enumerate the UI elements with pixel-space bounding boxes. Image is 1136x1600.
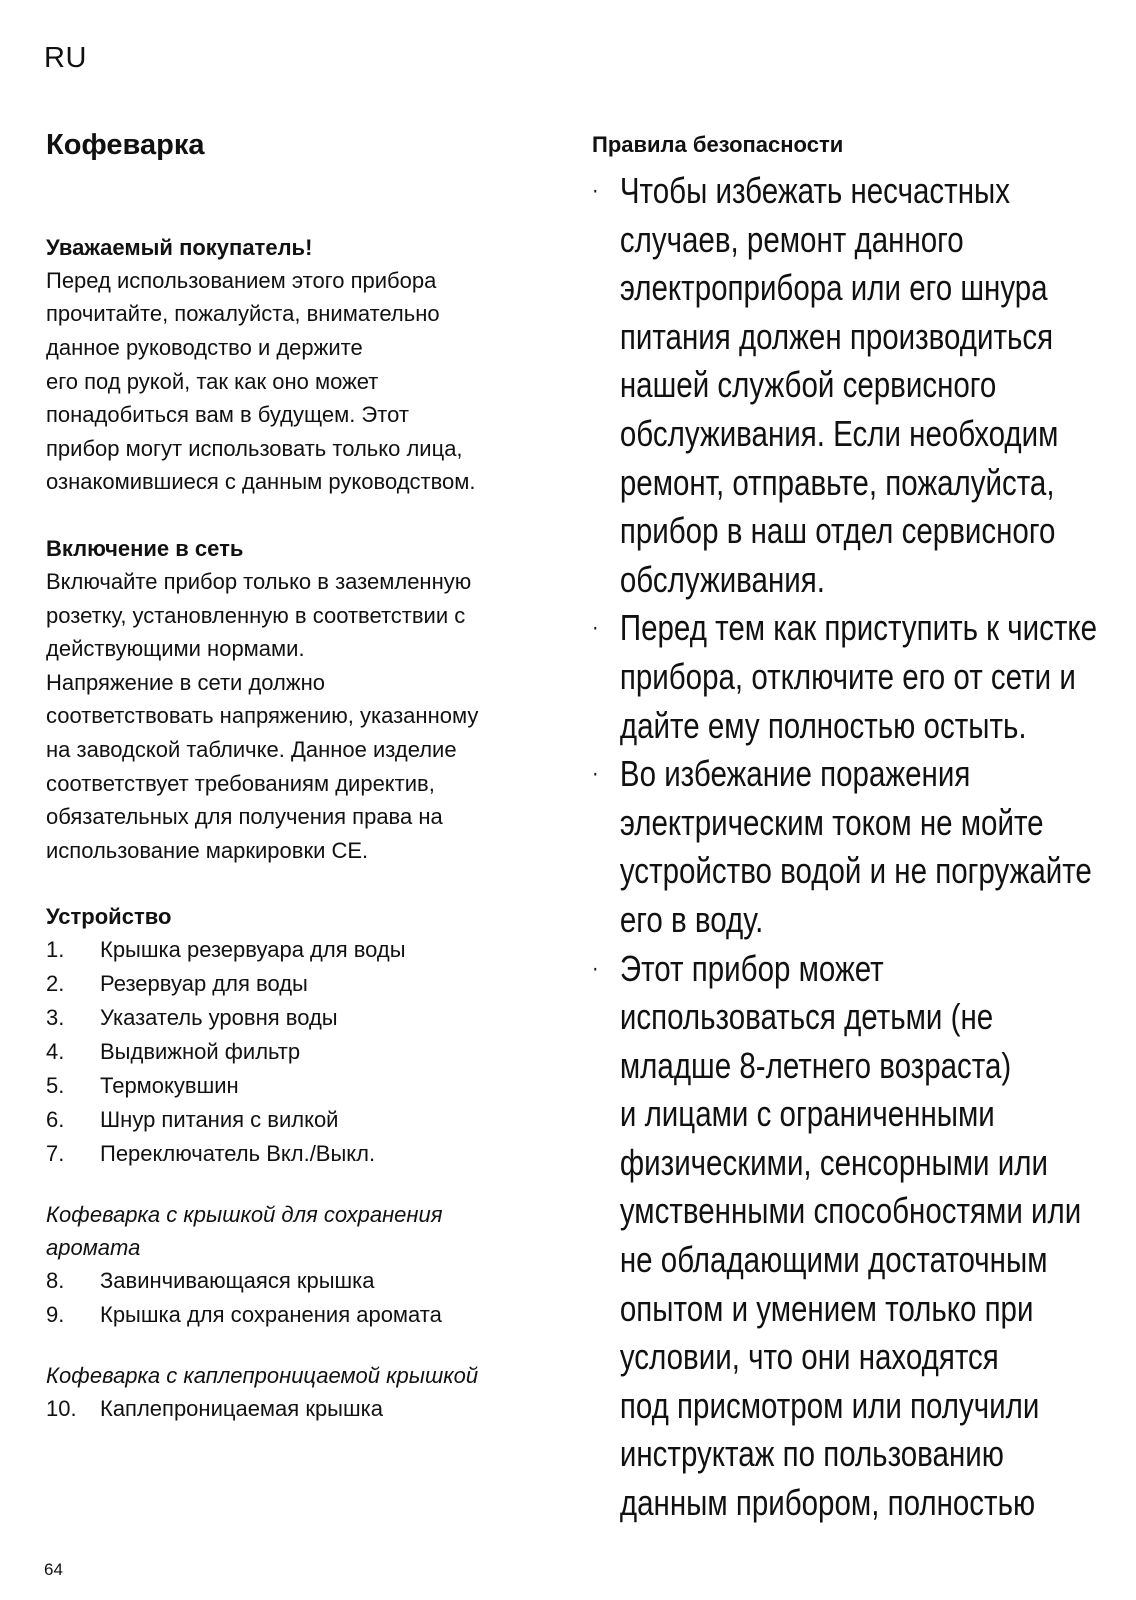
safety-rule <box>592 945 1120 1528</box>
power-text: Включайте прибор только в заземленную розетку, установленную в соответствии с действующими нормами. Напряжение в сети должно соответствовать напряжению, указанному на заводской табличке. Данное изделие соответствует требованиям директив, обязательных для получения права на использование маркировки CE. <box>46 568 479 863</box>
item-number: 7. <box>46 1141 65 1167</box>
item-label: Каплепроницаемая крышка <box>100 1396 383 1422</box>
list-item <box>46 1001 546 1035</box>
safety-rule <box>592 604 1120 750</box>
item-number: 8. <box>46 1268 65 1294</box>
greeting-heading: Уважаемый покупатель! <box>46 234 313 260</box>
item-label: Переключатель Вкл./Выкл. <box>100 1141 376 1167</box>
left-column <box>46 128 546 1426</box>
list-item <box>46 967 546 1001</box>
device-parts-list <box>46 933 546 1171</box>
list-item <box>46 1035 546 1069</box>
rule-text: Чтобы избежать несчастных случаев, ремонт данного электроприбора или его шнура питания должен производиться нашей службой сервисного обслуживания. Если необходим ремонт, отправьте, пожалуйста, прибор в наш отдел сервисного обслуживания. <box>619 170 1059 600</box>
list-item <box>46 1103 546 1137</box>
safety-rule <box>592 167 1120 604</box>
item-label: Термокувшин <box>100 1073 239 1099</box>
list-item <box>46 1298 546 1332</box>
device-heading: Устройство <box>46 904 172 930</box>
item-number: 1. <box>46 937 65 963</box>
item-number: 10. <box>46 1396 77 1422</box>
item-number: 4. <box>46 1039 65 1065</box>
rule-text: Этот прибор может использоваться детьми (не младше 8-летнего возраста) и лицами с ограниченными физическими, сенсорными или умственными способностями или не обладающими достаточным опытом и умением только при условии, что они находятся под присмотром или получили инструктаж по пользованию данным прибором, полностью <box>619 947 1082 1524</box>
greeting-text: Перед использованием этого прибора прочитайте, пожалуйста, внимательно данное руководство и держите его под рукой, так как оно может понадобиться вам в будущем. Этот прибор могут использовать только лица, ознакомившиеся с данным руководством. <box>46 267 476 495</box>
rule-text: Во избежание поражения электрическим током не мойте устройство водой и не погружайте его в воду. <box>619 753 1092 940</box>
aroma-subtitle: Кофеварка с крышкой для сохранения аромата <box>46 1202 443 1261</box>
list-item <box>46 1137 546 1171</box>
document-title: Кофеварка <box>46 129 205 161</box>
item-number: 3. <box>46 1005 65 1031</box>
item-number: 5. <box>46 1073 65 1099</box>
item-number: 9. <box>46 1302 65 1328</box>
drip-parts-list <box>46 1392 546 1426</box>
safety-heading: Правила безопасности <box>592 132 844 157</box>
safety-rule <box>592 750 1120 944</box>
bullet-icon: · <box>592 760 599 788</box>
item-label: Шнур питания с вилкой <box>100 1107 339 1133</box>
bullet-icon: · <box>592 177 599 204</box>
bullet-icon: · <box>592 954 599 982</box>
drip-subtitle: Кофеварка с каплепроницаемой крышкой <box>46 1363 479 1389</box>
item-label: Указатель уровня воды <box>100 1005 338 1031</box>
list-item <box>46 933 546 967</box>
right-column <box>592 128 1098 1528</box>
list-item <box>46 1264 546 1298</box>
bullet-icon: · <box>592 614 599 642</box>
item-number: 2. <box>46 971 65 997</box>
aroma-parts-list <box>46 1264 546 1332</box>
item-label: Крышка для сохранения аромата <box>100 1302 442 1328</box>
item-number: 6. <box>46 1107 65 1133</box>
language-code: RU <box>44 42 87 74</box>
list-item <box>46 1392 546 1426</box>
list-item <box>46 1069 546 1103</box>
safety-rules-list <box>592 167 1098 1528</box>
page-number: 64 <box>44 1560 63 1579</box>
item-label: Завинчивающаяся крышка <box>100 1268 375 1294</box>
item-label: Крышка резервуара для воды <box>100 937 406 963</box>
item-label: Резервуар для воды <box>100 971 308 997</box>
rule-text: Перед тем как приступить к чистке прибора, отключите его от сети и дайте ему полностью остыть. <box>619 607 1098 746</box>
power-heading: Включение в сеть <box>46 535 244 561</box>
item-label: Выдвижной фильтр <box>100 1039 301 1065</box>
